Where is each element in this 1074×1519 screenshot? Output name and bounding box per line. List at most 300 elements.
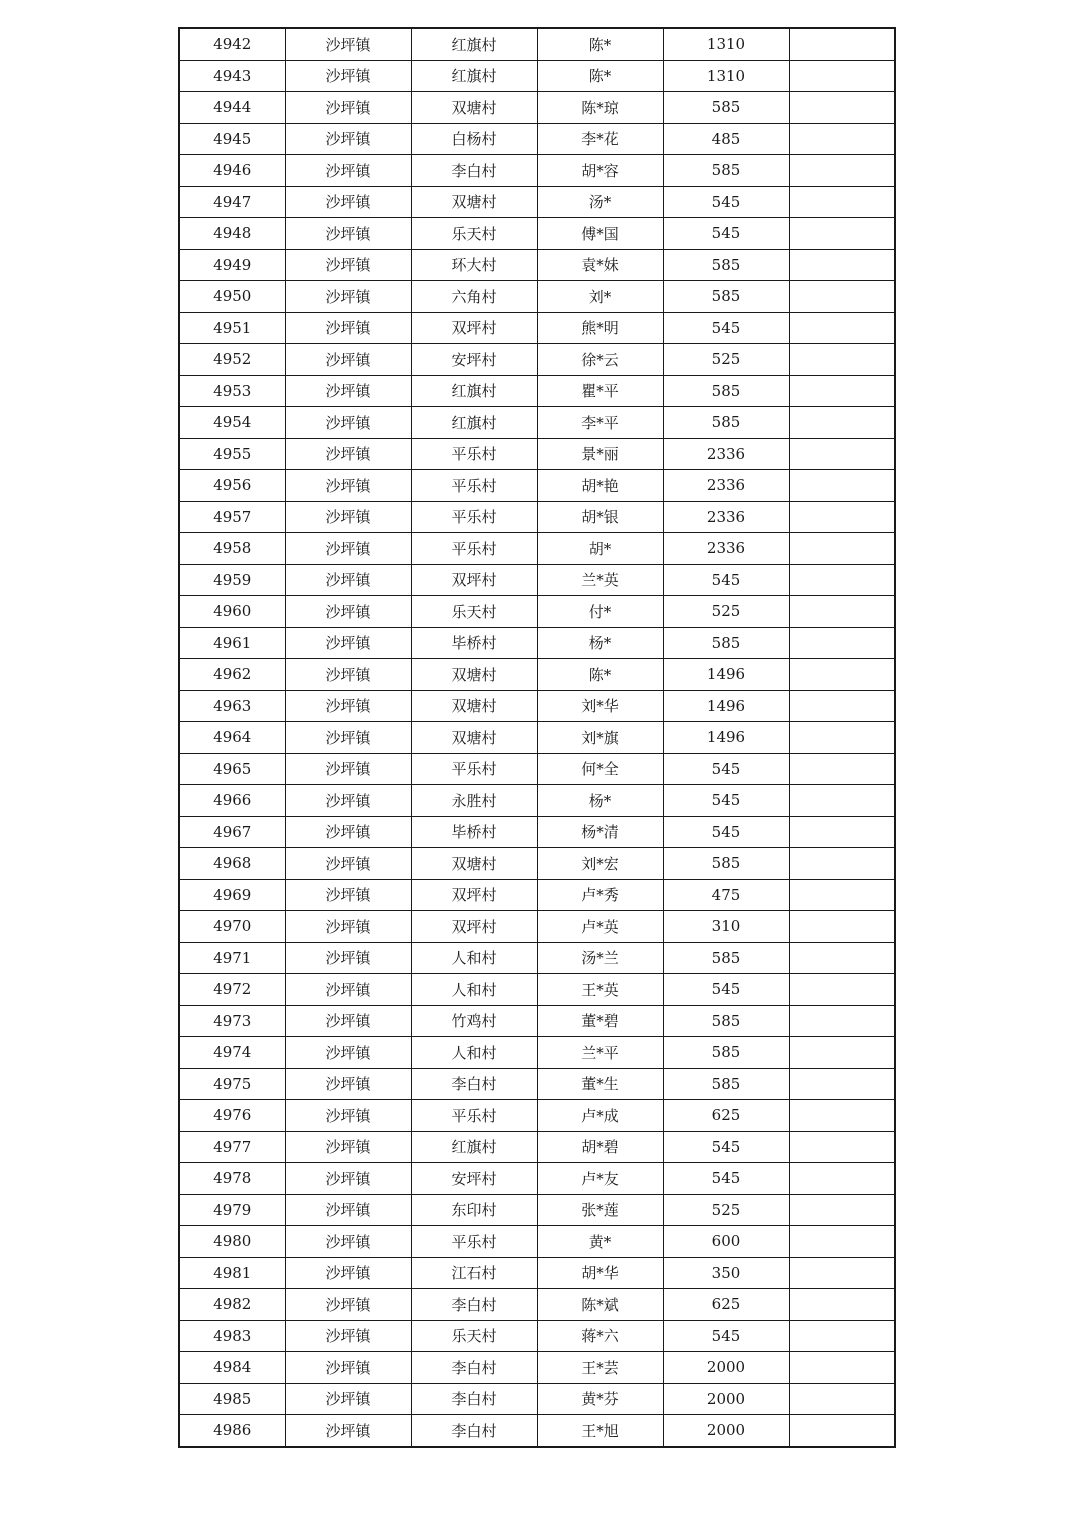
remark-cell [789, 123, 895, 155]
village-cell: 李白村 [411, 155, 537, 187]
amount-cell: 2336 [663, 533, 789, 565]
row-number-cell: 4954 [179, 407, 285, 439]
table-row [179, 470, 895, 502]
town-cell: 沙坪镇 [285, 249, 411, 281]
name-cell: 汤* [537, 186, 663, 218]
name-cell: 卢*友 [537, 1163, 663, 1195]
table-row [179, 1037, 895, 1069]
amount-cell: 585 [663, 942, 789, 974]
remark-cell [789, 1257, 895, 1289]
table-row [179, 501, 895, 533]
name-cell: 袁*妹 [537, 249, 663, 281]
remark-cell [789, 1226, 895, 1258]
name-cell: 李*花 [537, 123, 663, 155]
village-cell: 红旗村 [411, 407, 537, 439]
name-cell: 兰*英 [537, 564, 663, 596]
village-cell: 人和村 [411, 942, 537, 974]
amount-cell: 625 [663, 1289, 789, 1321]
town-cell: 沙坪镇 [285, 92, 411, 124]
name-cell: 胡*华 [537, 1257, 663, 1289]
row-number-cell: 4985 [179, 1383, 285, 1415]
remark-cell [789, 1100, 895, 1132]
town-cell: 沙坪镇 [285, 218, 411, 250]
table-row [179, 407, 895, 439]
town-cell: 沙坪镇 [285, 911, 411, 943]
remark-cell [789, 186, 895, 218]
row-number-cell: 4952 [179, 344, 285, 376]
row-number-cell: 4956 [179, 470, 285, 502]
name-cell: 付* [537, 596, 663, 628]
village-cell: 乐天村 [411, 596, 537, 628]
amount-cell: 2336 [663, 470, 789, 502]
town-cell: 沙坪镇 [285, 28, 411, 60]
amount-cell: 545 [663, 564, 789, 596]
amount-cell: 310 [663, 911, 789, 943]
amount-cell: 625 [663, 1100, 789, 1132]
remark-cell [789, 879, 895, 911]
name-cell: 董*生 [537, 1068, 663, 1100]
row-number-cell: 4942 [179, 28, 285, 60]
table-row [179, 1226, 895, 1258]
table-row [179, 785, 895, 817]
town-cell: 沙坪镇 [285, 1289, 411, 1321]
remark-cell [789, 28, 895, 60]
name-cell: 董*碧 [537, 1005, 663, 1037]
village-cell: 李白村 [411, 1352, 537, 1384]
name-cell: 陈* [537, 659, 663, 691]
remark-cell [789, 690, 895, 722]
remark-cell [789, 155, 895, 187]
village-cell: 李白村 [411, 1068, 537, 1100]
amount-cell: 2000 [663, 1352, 789, 1384]
town-cell: 沙坪镇 [285, 1352, 411, 1384]
town-cell: 沙坪镇 [285, 1037, 411, 1069]
village-cell: 双坪村 [411, 879, 537, 911]
table-row [179, 1194, 895, 1226]
name-cell: 胡*碧 [537, 1131, 663, 1163]
table-row [179, 659, 895, 691]
table-row [179, 155, 895, 187]
remark-cell [789, 249, 895, 281]
amount-cell: 525 [663, 1194, 789, 1226]
amount-cell: 2336 [663, 438, 789, 470]
name-cell: 杨* [537, 627, 663, 659]
town-cell: 沙坪镇 [285, 281, 411, 313]
table-row [179, 28, 895, 60]
remark-cell [789, 942, 895, 974]
name-cell: 王*旭 [537, 1415, 663, 1447]
remark-cell [789, 1131, 895, 1163]
remark-cell [789, 974, 895, 1006]
name-cell: 卢*秀 [537, 879, 663, 911]
row-number-cell: 4966 [179, 785, 285, 817]
row-number-cell: 4946 [179, 155, 285, 187]
amount-cell: 1496 [663, 690, 789, 722]
remark-cell [789, 375, 895, 407]
table-row [179, 1415, 895, 1447]
town-cell: 沙坪镇 [285, 60, 411, 92]
amount-cell: 1310 [663, 60, 789, 92]
remark-cell [789, 1163, 895, 1195]
name-cell: 王*芸 [537, 1352, 663, 1384]
table-row [179, 596, 895, 628]
row-number-cell: 4971 [179, 942, 285, 974]
table-row [179, 1163, 895, 1195]
name-cell: 刘*华 [537, 690, 663, 722]
name-cell: 杨*清 [537, 816, 663, 848]
row-number-cell: 4979 [179, 1194, 285, 1226]
row-number-cell: 4973 [179, 1005, 285, 1037]
name-cell: 熊*明 [537, 312, 663, 344]
name-cell: 胡*容 [537, 155, 663, 187]
table-row [179, 218, 895, 250]
row-number-cell: 4982 [179, 1289, 285, 1321]
data-table [178, 27, 896, 1448]
row-number-cell: 4951 [179, 312, 285, 344]
town-cell: 沙坪镇 [285, 564, 411, 596]
amount-cell: 525 [663, 344, 789, 376]
name-cell: 张*莲 [537, 1194, 663, 1226]
row-number-cell: 4964 [179, 722, 285, 754]
amount-cell: 350 [663, 1257, 789, 1289]
name-cell: 陈* [537, 60, 663, 92]
remark-cell [789, 1037, 895, 1069]
village-cell: 六角村 [411, 281, 537, 313]
name-cell: 胡*银 [537, 501, 663, 533]
town-cell: 沙坪镇 [285, 1100, 411, 1132]
village-cell: 安坪村 [411, 344, 537, 376]
village-cell: 红旗村 [411, 28, 537, 60]
amount-cell: 545 [663, 785, 789, 817]
remark-cell [789, 344, 895, 376]
village-cell: 双坪村 [411, 911, 537, 943]
remark-cell [789, 564, 895, 596]
village-cell: 人和村 [411, 974, 537, 1006]
table-row [179, 942, 895, 974]
remark-cell [789, 911, 895, 943]
table-row [179, 1352, 895, 1384]
row-number-cell: 4969 [179, 879, 285, 911]
amount-cell: 585 [663, 92, 789, 124]
amount-cell: 585 [663, 848, 789, 880]
remark-cell [789, 816, 895, 848]
amount-cell: 2000 [663, 1415, 789, 1447]
village-cell: 双塘村 [411, 722, 537, 754]
town-cell: 沙坪镇 [285, 1257, 411, 1289]
village-cell: 竹鸡村 [411, 1005, 537, 1037]
table-row [179, 1100, 895, 1132]
village-cell: 毕桥村 [411, 816, 537, 848]
town-cell: 沙坪镇 [285, 1131, 411, 1163]
town-cell: 沙坪镇 [285, 659, 411, 691]
town-cell: 沙坪镇 [285, 1194, 411, 1226]
village-cell: 李白村 [411, 1415, 537, 1447]
village-cell: 双塘村 [411, 690, 537, 722]
document-page [178, 27, 894, 1448]
row-number-cell: 4949 [179, 249, 285, 281]
row-number-cell: 4984 [179, 1352, 285, 1384]
village-cell: 李白村 [411, 1383, 537, 1415]
table-row [179, 281, 895, 313]
table-row [179, 974, 895, 1006]
town-cell: 沙坪镇 [285, 627, 411, 659]
remark-cell [789, 312, 895, 344]
amount-cell: 600 [663, 1226, 789, 1258]
village-cell: 毕桥村 [411, 627, 537, 659]
remark-cell [789, 1289, 895, 1321]
town-cell: 沙坪镇 [285, 312, 411, 344]
amount-cell: 1310 [663, 28, 789, 60]
village-cell: 双塘村 [411, 848, 537, 880]
table-row [179, 249, 895, 281]
name-cell: 刘*宏 [537, 848, 663, 880]
name-cell: 蒋*六 [537, 1320, 663, 1352]
table-row [179, 1005, 895, 1037]
name-cell: 傅*国 [537, 218, 663, 250]
village-cell: 安坪村 [411, 1163, 537, 1195]
remark-cell [789, 596, 895, 628]
row-number-cell: 4955 [179, 438, 285, 470]
remark-cell [789, 1415, 895, 1447]
town-cell: 沙坪镇 [285, 1320, 411, 1352]
remark-cell [789, 1005, 895, 1037]
remark-cell [789, 92, 895, 124]
table-row [179, 1257, 895, 1289]
name-cell: 卢*成 [537, 1100, 663, 1132]
name-cell: 李*平 [537, 407, 663, 439]
amount-cell: 2336 [663, 501, 789, 533]
town-cell: 沙坪镇 [285, 533, 411, 565]
row-number-cell: 4977 [179, 1131, 285, 1163]
village-cell: 平乐村 [411, 533, 537, 565]
name-cell: 卢*英 [537, 911, 663, 943]
town-cell: 沙坪镇 [285, 470, 411, 502]
row-number-cell: 4961 [179, 627, 285, 659]
table-row [179, 186, 895, 218]
town-cell: 沙坪镇 [285, 785, 411, 817]
town-cell: 沙坪镇 [285, 1383, 411, 1415]
table-row [179, 60, 895, 92]
row-number-cell: 4944 [179, 92, 285, 124]
village-cell: 双塘村 [411, 659, 537, 691]
village-cell: 李白村 [411, 1289, 537, 1321]
town-cell: 沙坪镇 [285, 848, 411, 880]
remark-cell [789, 1068, 895, 1100]
amount-cell: 545 [663, 1131, 789, 1163]
amount-cell: 1496 [663, 722, 789, 754]
row-number-cell: 4986 [179, 1415, 285, 1447]
name-cell: 陈*琼 [537, 92, 663, 124]
table-row [179, 879, 895, 911]
village-cell: 红旗村 [411, 60, 537, 92]
town-cell: 沙坪镇 [285, 123, 411, 155]
village-cell: 人和村 [411, 1037, 537, 1069]
name-cell: 徐*云 [537, 344, 663, 376]
table-row [179, 92, 895, 124]
village-cell: 东印村 [411, 1194, 537, 1226]
row-number-cell: 4947 [179, 186, 285, 218]
name-cell: 汤*兰 [537, 942, 663, 974]
amount-cell: 545 [663, 186, 789, 218]
row-number-cell: 4962 [179, 659, 285, 691]
name-cell: 胡* [537, 533, 663, 565]
name-cell: 王*英 [537, 974, 663, 1006]
remark-cell [789, 785, 895, 817]
row-number-cell: 4978 [179, 1163, 285, 1195]
row-number-cell: 4953 [179, 375, 285, 407]
village-cell: 平乐村 [411, 1226, 537, 1258]
amount-cell: 585 [663, 1005, 789, 1037]
town-cell: 沙坪镇 [285, 816, 411, 848]
amount-cell: 485 [663, 123, 789, 155]
table-row [179, 911, 895, 943]
amount-cell: 585 [663, 627, 789, 659]
row-number-cell: 4948 [179, 218, 285, 250]
amount-cell: 2000 [663, 1383, 789, 1415]
town-cell: 沙坪镇 [285, 501, 411, 533]
row-number-cell: 4970 [179, 911, 285, 943]
table-row [179, 1320, 895, 1352]
table-row [179, 312, 895, 344]
amount-cell: 545 [663, 218, 789, 250]
town-cell: 沙坪镇 [285, 344, 411, 376]
table-row [179, 564, 895, 596]
remark-cell [789, 722, 895, 754]
town-cell: 沙坪镇 [285, 942, 411, 974]
row-number-cell: 4975 [179, 1068, 285, 1100]
amount-cell: 585 [663, 155, 789, 187]
village-cell: 永胜村 [411, 785, 537, 817]
amount-cell: 475 [663, 879, 789, 911]
village-cell: 平乐村 [411, 501, 537, 533]
village-cell: 双塘村 [411, 92, 537, 124]
row-number-cell: 4963 [179, 690, 285, 722]
town-cell: 沙坪镇 [285, 438, 411, 470]
amount-cell: 585 [663, 375, 789, 407]
village-cell: 江石村 [411, 1257, 537, 1289]
town-cell: 沙坪镇 [285, 722, 411, 754]
table-body [179, 28, 895, 1447]
amount-cell: 545 [663, 753, 789, 785]
name-cell: 杨* [537, 785, 663, 817]
village-cell: 平乐村 [411, 470, 537, 502]
table-row [179, 722, 895, 754]
row-number-cell: 4981 [179, 1257, 285, 1289]
village-cell: 平乐村 [411, 753, 537, 785]
town-cell: 沙坪镇 [285, 407, 411, 439]
name-cell: 景*丽 [537, 438, 663, 470]
row-number-cell: 4967 [179, 816, 285, 848]
table-row [179, 1383, 895, 1415]
town-cell: 沙坪镇 [285, 753, 411, 785]
amount-cell: 585 [663, 249, 789, 281]
name-cell: 胡*艳 [537, 470, 663, 502]
table-row [179, 123, 895, 155]
village-cell: 白杨村 [411, 123, 537, 155]
table-row [179, 1289, 895, 1321]
town-cell: 沙坪镇 [285, 155, 411, 187]
remark-cell [789, 470, 895, 502]
amount-cell: 545 [663, 1163, 789, 1195]
amount-cell: 545 [663, 816, 789, 848]
name-cell: 黄*芬 [537, 1383, 663, 1415]
row-number-cell: 4958 [179, 533, 285, 565]
amount-cell: 1496 [663, 659, 789, 691]
name-cell: 瞿*平 [537, 375, 663, 407]
table-row [179, 438, 895, 470]
remark-cell [789, 659, 895, 691]
row-number-cell: 4972 [179, 974, 285, 1006]
village-cell: 乐天村 [411, 218, 537, 250]
table-row [179, 1068, 895, 1100]
town-cell: 沙坪镇 [285, 1005, 411, 1037]
amount-cell: 585 [663, 1037, 789, 1069]
town-cell: 沙坪镇 [285, 1226, 411, 1258]
town-cell: 沙坪镇 [285, 1415, 411, 1447]
amount-cell: 585 [663, 281, 789, 313]
village-cell: 乐天村 [411, 1320, 537, 1352]
amount-cell: 545 [663, 312, 789, 344]
village-cell: 平乐村 [411, 438, 537, 470]
table-row [179, 533, 895, 565]
village-cell: 双坪村 [411, 564, 537, 596]
row-number-cell: 4976 [179, 1100, 285, 1132]
town-cell: 沙坪镇 [285, 1163, 411, 1195]
name-cell: 黄* [537, 1226, 663, 1258]
name-cell: 刘*旗 [537, 722, 663, 754]
town-cell: 沙坪镇 [285, 690, 411, 722]
row-number-cell: 4950 [179, 281, 285, 313]
remark-cell [789, 753, 895, 785]
table-row [179, 753, 895, 785]
row-number-cell: 4965 [179, 753, 285, 785]
name-cell: 陈*斌 [537, 1289, 663, 1321]
table-row [179, 1131, 895, 1163]
town-cell: 沙坪镇 [285, 879, 411, 911]
name-cell: 陈* [537, 28, 663, 60]
remark-cell [789, 1352, 895, 1384]
row-number-cell: 4960 [179, 596, 285, 628]
row-number-cell: 4943 [179, 60, 285, 92]
remark-cell [789, 848, 895, 880]
town-cell: 沙坪镇 [285, 186, 411, 218]
remark-cell [789, 533, 895, 565]
name-cell: 兰*平 [537, 1037, 663, 1069]
village-cell: 红旗村 [411, 375, 537, 407]
amount-cell: 545 [663, 1320, 789, 1352]
row-number-cell: 4959 [179, 564, 285, 596]
remark-cell [789, 60, 895, 92]
table-row [179, 627, 895, 659]
table-row [179, 375, 895, 407]
town-cell: 沙坪镇 [285, 1068, 411, 1100]
amount-cell: 525 [663, 596, 789, 628]
remark-cell [789, 438, 895, 470]
village-cell: 双塘村 [411, 186, 537, 218]
village-cell: 环大村 [411, 249, 537, 281]
row-number-cell: 4974 [179, 1037, 285, 1069]
name-cell: 刘* [537, 281, 663, 313]
remark-cell [789, 407, 895, 439]
row-number-cell: 4983 [179, 1320, 285, 1352]
town-cell: 沙坪镇 [285, 375, 411, 407]
remark-cell [789, 1320, 895, 1352]
amount-cell: 585 [663, 1068, 789, 1100]
town-cell: 沙坪镇 [285, 596, 411, 628]
table-row [179, 816, 895, 848]
table-row [179, 690, 895, 722]
village-cell: 平乐村 [411, 1100, 537, 1132]
